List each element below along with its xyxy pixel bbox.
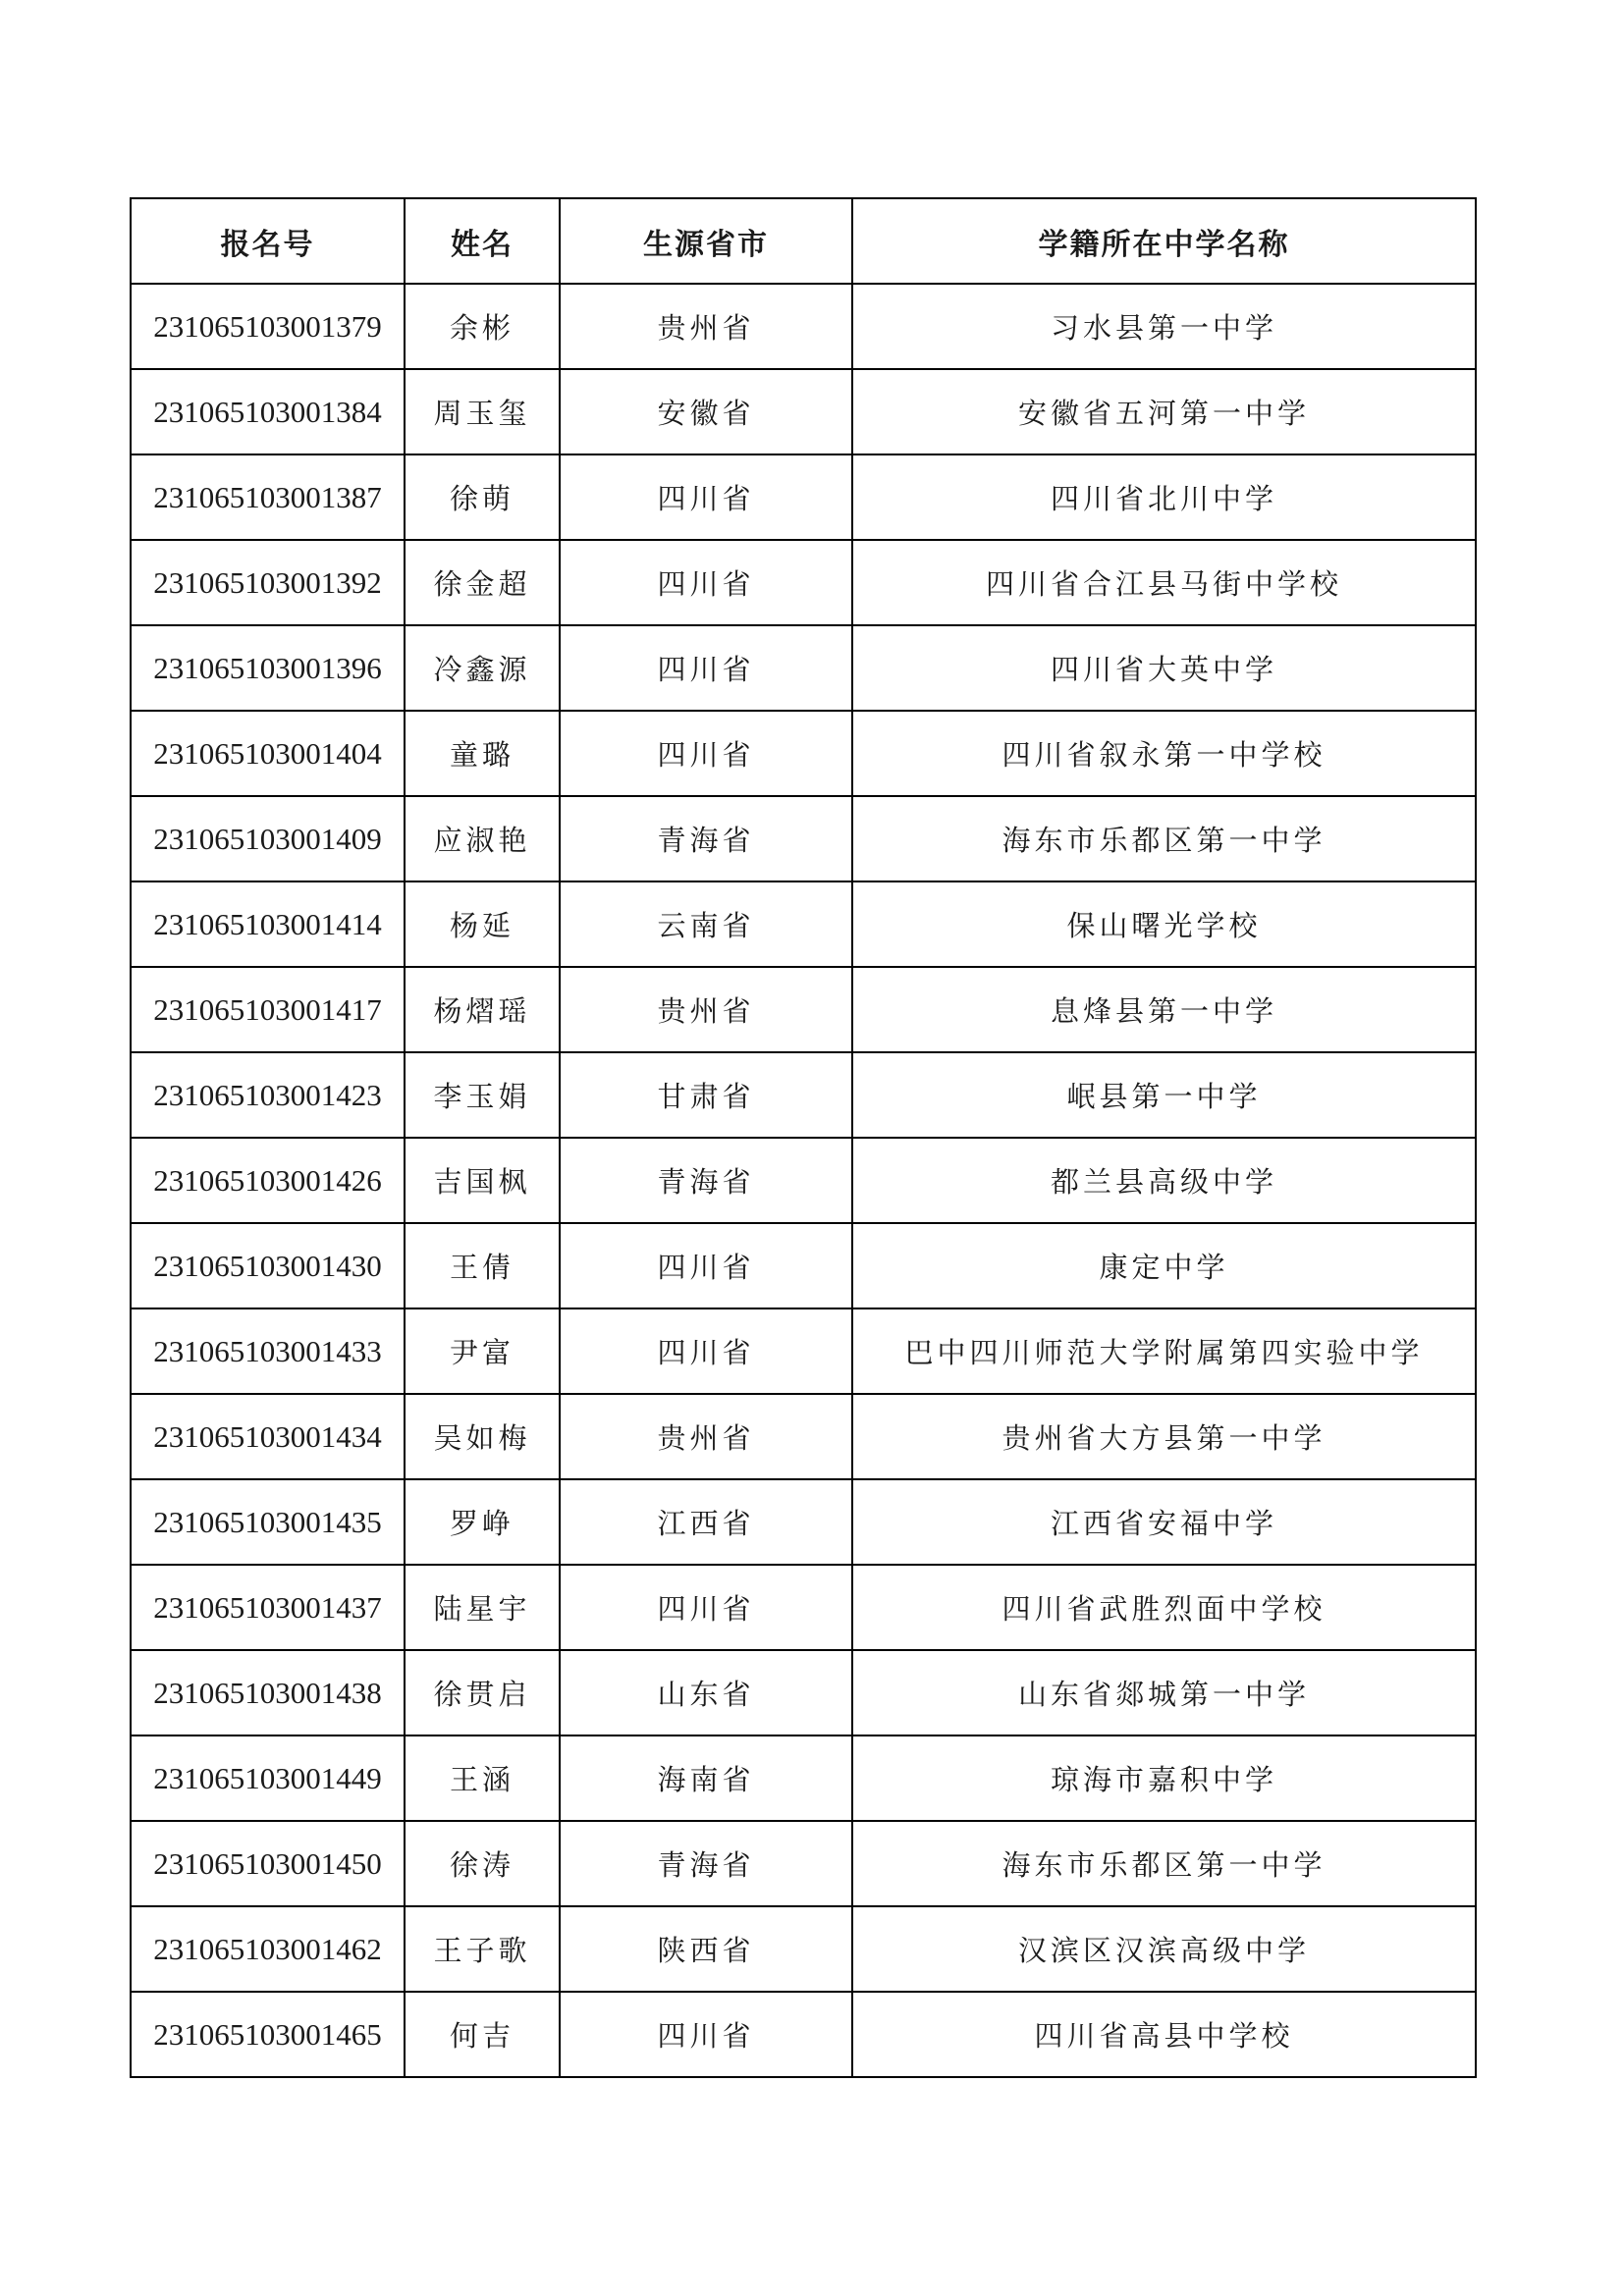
table-row	[131, 796, 1476, 881]
registration-number-cell: 231065103001435	[131, 1479, 405, 1565]
table-row	[131, 1394, 1476, 1479]
origin-province-cell: 青海省	[560, 796, 852, 881]
school-name-cell: 四川省合江县马街中学校	[852, 540, 1476, 625]
student-name-cell: 罗峥	[405, 1479, 560, 1565]
table-row	[131, 1821, 1476, 1906]
student-name-cell: 童璐	[405, 711, 560, 796]
school-name-cell: 息烽县第一中学	[852, 967, 1476, 1052]
registration-number-cell: 231065103001414	[131, 881, 405, 967]
table-row	[131, 1906, 1476, 1992]
school-name-cell: 海东市乐都区第一中学	[852, 796, 1476, 881]
registration-number-cell: 231065103001434	[131, 1394, 405, 1479]
origin-province-cell: 四川省	[560, 540, 852, 625]
origin-province-cell: 青海省	[560, 1138, 852, 1223]
student-name-cell: 周玉玺	[405, 369, 560, 454]
table-row	[131, 284, 1476, 369]
student-name-cell: 徐金超	[405, 540, 560, 625]
registration-number-cell: 231065103001437	[131, 1565, 405, 1650]
school-name-cell: 山东省郯城第一中学	[852, 1650, 1476, 1735]
registration-number-cell: 231065103001384	[131, 369, 405, 454]
table-header-row	[131, 198, 1476, 284]
registration-number-cell: 231065103001433	[131, 1308, 405, 1394]
student-name-cell: 杨延	[405, 881, 560, 967]
table-row	[131, 1138, 1476, 1223]
table-row	[131, 1479, 1476, 1565]
student-name-cell: 李玉娟	[405, 1052, 560, 1138]
school-name-cell: 海东市乐都区第一中学	[852, 1821, 1476, 1906]
registration-number-cell: 231065103001379	[131, 284, 405, 369]
school-name-cell: 习水县第一中学	[852, 284, 1476, 369]
student-name-cell: 徐涛	[405, 1821, 560, 1906]
student-name-cell: 王子歌	[405, 1906, 560, 1992]
student-name-cell: 徐贯启	[405, 1650, 560, 1735]
table-row	[131, 1223, 1476, 1308]
school-name-cell: 巴中四川师范大学附属第四实验中学	[852, 1308, 1476, 1394]
student-name-cell: 吴如梅	[405, 1394, 560, 1479]
registration-number-cell: 231065103001392	[131, 540, 405, 625]
registration-number-cell: 231065103001450	[131, 1821, 405, 1906]
table-row	[131, 1650, 1476, 1735]
school-name-cell: 都兰县高级中学	[852, 1138, 1476, 1223]
student-name-cell: 徐萌	[405, 454, 560, 540]
table-row	[131, 1565, 1476, 1650]
table-row	[131, 625, 1476, 711]
table-row	[131, 967, 1476, 1052]
registration-number-cell: 231065103001387	[131, 454, 405, 540]
table-row	[131, 1992, 1476, 2077]
student-name-cell: 余彬	[405, 284, 560, 369]
origin-province-cell: 安徽省	[560, 369, 852, 454]
origin-province-cell: 山东省	[560, 1650, 852, 1735]
table-row	[131, 1308, 1476, 1394]
origin-province-cell: 贵州省	[560, 967, 852, 1052]
school-name-cell: 四川省武胜烈面中学校	[852, 1565, 1476, 1650]
registration-number-cell: 231065103001430	[131, 1223, 405, 1308]
school-name-cell: 汉滨区汉滨高级中学	[852, 1906, 1476, 1992]
header-origin-province: 生源省市	[560, 198, 852, 284]
table-row	[131, 454, 1476, 540]
registration-number-cell: 231065103001426	[131, 1138, 405, 1223]
registration-number-cell: 231065103001465	[131, 1992, 405, 2077]
student-name-cell: 杨熠瑶	[405, 967, 560, 1052]
school-name-cell: 保山曙光学校	[852, 881, 1476, 967]
registration-number-cell: 231065103001438	[131, 1650, 405, 1735]
admission-roster-table	[130, 197, 1477, 2078]
registration-number-cell: 231065103001409	[131, 796, 405, 881]
header-registration-number: 报名号	[131, 198, 405, 284]
school-name-cell: 安徽省五河第一中学	[852, 369, 1476, 454]
origin-province-cell: 四川省	[560, 1565, 852, 1650]
table-body	[131, 284, 1476, 2077]
header-school-name: 学籍所在中学名称	[852, 198, 1476, 284]
school-name-cell: 康定中学	[852, 1223, 1476, 1308]
origin-province-cell: 四川省	[560, 711, 852, 796]
origin-province-cell: 甘肃省	[560, 1052, 852, 1138]
student-name-cell: 陆星宇	[405, 1565, 560, 1650]
table-row	[131, 1052, 1476, 1138]
student-name-cell: 何吉	[405, 1992, 560, 2077]
student-name-cell: 王涵	[405, 1735, 560, 1821]
origin-province-cell: 贵州省	[560, 1394, 852, 1479]
origin-province-cell: 江西省	[560, 1479, 852, 1565]
registration-number-cell: 231065103001423	[131, 1052, 405, 1138]
origin-province-cell: 四川省	[560, 1308, 852, 1394]
origin-province-cell: 海南省	[560, 1735, 852, 1821]
school-name-cell: 四川省叙永第一中学校	[852, 711, 1476, 796]
school-name-cell: 四川省北川中学	[852, 454, 1476, 540]
student-name-cell: 尹富	[405, 1308, 560, 1394]
school-name-cell: 琼海市嘉积中学	[852, 1735, 1476, 1821]
origin-province-cell: 四川省	[560, 1992, 852, 2077]
registration-number-cell: 231065103001462	[131, 1906, 405, 1992]
origin-province-cell: 四川省	[560, 454, 852, 540]
registration-number-cell: 231065103001396	[131, 625, 405, 711]
student-name-cell: 应淑艳	[405, 796, 560, 881]
table-row	[131, 369, 1476, 454]
origin-province-cell: 四川省	[560, 625, 852, 711]
origin-province-cell: 四川省	[560, 1223, 852, 1308]
school-name-cell: 四川省大英中学	[852, 625, 1476, 711]
school-name-cell: 贵州省大方县第一中学	[852, 1394, 1476, 1479]
school-name-cell: 四川省高县中学校	[852, 1992, 1476, 2077]
roster-sheet	[130, 197, 1475, 2078]
origin-province-cell: 云南省	[560, 881, 852, 967]
school-name-cell: 江西省安福中学	[852, 1479, 1476, 1565]
origin-province-cell: 陕西省	[560, 1906, 852, 1992]
header-name: 姓名	[405, 198, 560, 284]
student-name-cell: 冷鑫源	[405, 625, 560, 711]
table-row	[131, 711, 1476, 796]
school-name-cell: 岷县第一中学	[852, 1052, 1476, 1138]
origin-province-cell: 贵州省	[560, 284, 852, 369]
student-name-cell: 王倩	[405, 1223, 560, 1308]
registration-number-cell: 231065103001404	[131, 711, 405, 796]
registration-number-cell: 231065103001417	[131, 967, 405, 1052]
table-row	[131, 540, 1476, 625]
table-row	[131, 881, 1476, 967]
origin-province-cell: 青海省	[560, 1821, 852, 1906]
student-name-cell: 吉国枫	[405, 1138, 560, 1223]
registration-number-cell: 231065103001449	[131, 1735, 405, 1821]
table-row	[131, 1735, 1476, 1821]
